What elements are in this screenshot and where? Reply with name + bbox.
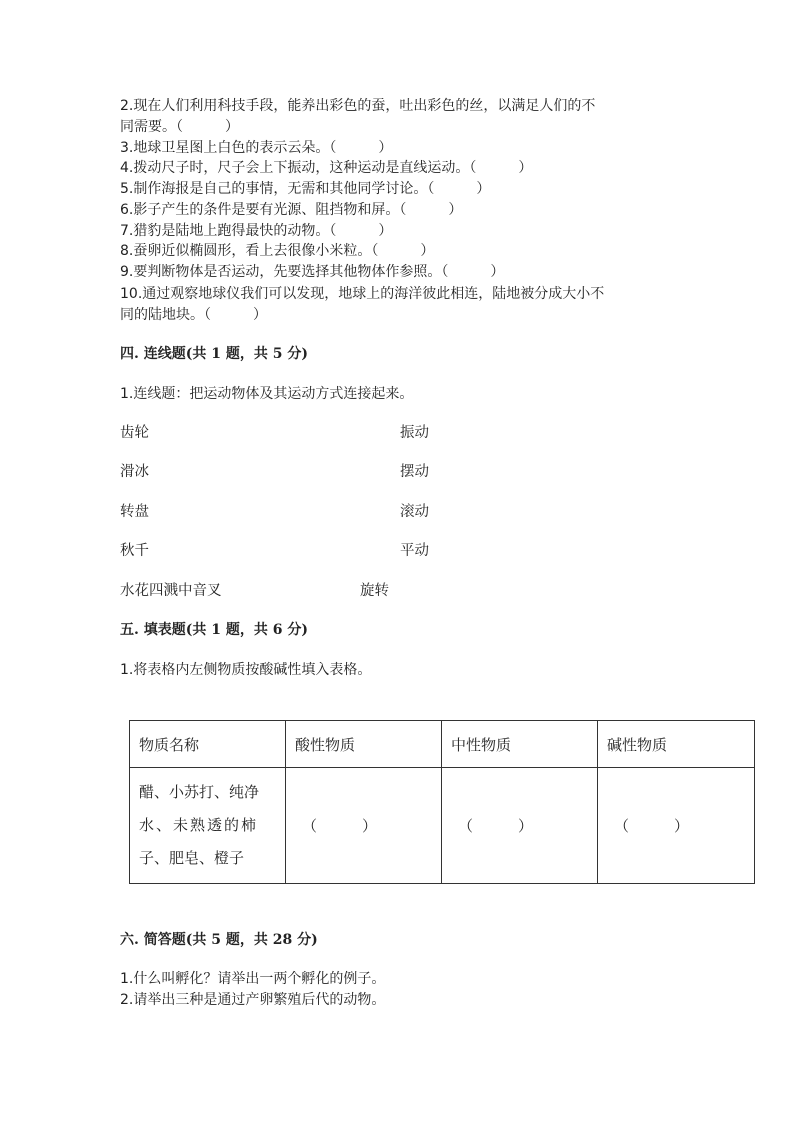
- judgment-item-2-line-1: 2.现在人们利用科技手段，能养出彩色的蚕，吐出彩色的丝，以满足人们的不: [120, 98, 596, 114]
- judgment-item-5: 5.制作海报是自己的事情，无需和其他同学讨论。（ ）: [120, 181, 491, 197]
- match-left-1: 齿轮: [120, 425, 149, 441]
- match-left-3: 转盘: [120, 504, 149, 520]
- substance-list-cell: [130, 768, 286, 884]
- judgment-item-10-line-2: 同的陆地块。（ ）: [120, 307, 267, 323]
- substance-line-2: 水、未熟透的柿: [139, 816, 259, 834]
- judgment-item-7: 7.猎豹是陆地上跑得最快的动物。（ ）: [120, 223, 393, 239]
- acidic-blank[interactable]: （ ）: [286, 768, 442, 884]
- table-row: [130, 768, 755, 884]
- match-right-4: 平动: [400, 543, 429, 559]
- judgment-item-8: 8.蚕卵近似椭圆形，看上去很像小米粒。（ ）: [120, 243, 435, 259]
- judgment-item-2-line-2: 同需要。（ ）: [120, 119, 239, 135]
- match-right-2: 摆动: [400, 464, 429, 480]
- header-acidic: 酸性物质: [286, 721, 442, 768]
- judgment-item-3: 3.地球卫星图上白色的表示云朵。（ ）: [120, 140, 393, 156]
- alkaline-blank[interactable]: （ ）: [598, 768, 755, 884]
- judgment-item-4: 4.拨动尺子时，尺子会上下振动，这种运动是直线运动。（ ）: [120, 160, 533, 176]
- judgment-item-9: 9.要判断物体是否运动，先要选择其他物体作参照。（ ）: [120, 264, 505, 280]
- section-5-title: 五. 填表题(共 1 题，共 6 分): [120, 622, 308, 638]
- match-right-1: 振动: [400, 425, 429, 441]
- header-alkaline: 碱性物质: [598, 721, 755, 768]
- substance-line-1: 醋、小苏打、纯净: [139, 783, 260, 801]
- match-left-2: 滑冰: [120, 464, 149, 480]
- match-left-4: 秋千: [120, 543, 149, 559]
- section-6-question-2: 2.请举出三种是通过产卵繁殖后代的动物。: [120, 992, 386, 1008]
- judgment-item-6: 6.影子产生的条件是要有光源、阻挡物和屏。（ ）: [120, 202, 463, 218]
- match-left-5: 水花四溅中音叉: [120, 583, 222, 599]
- section-5-question: 1.将表格内左侧物质按酸碱性填入表格。: [120, 662, 372, 678]
- neutral-blank[interactable]: （ ）: [442, 768, 598, 884]
- match-right-3: 滚动: [400, 504, 429, 520]
- match-right-5: 旋转: [360, 583, 389, 599]
- table-header-row: [130, 721, 755, 768]
- header-neutral: 中性物质: [442, 721, 598, 768]
- substance-line-3: 子、肥皂、橙子: [139, 849, 245, 867]
- section-6-question-1: 1.什么叫孵化？请举出一两个孵化的例子。: [120, 971, 386, 987]
- section-6-title: 六. 简答题(共 5 题，共 28 分): [120, 932, 318, 948]
- section-4-title: 四. 连线题(共 1 题，共 5 分): [120, 346, 308, 362]
- header-substance-name: 物质名称: [130, 721, 286, 768]
- acid-base-table: [129, 720, 755, 884]
- judgment-item-10-line-1: 10.通过观察地球仪我们可以发现，地球上的海洋彼此相连，陆地被分成大小不: [120, 286, 605, 302]
- section-4-question: 1.连线题：把运动物体及其运动方式连接起来。: [120, 386, 414, 402]
